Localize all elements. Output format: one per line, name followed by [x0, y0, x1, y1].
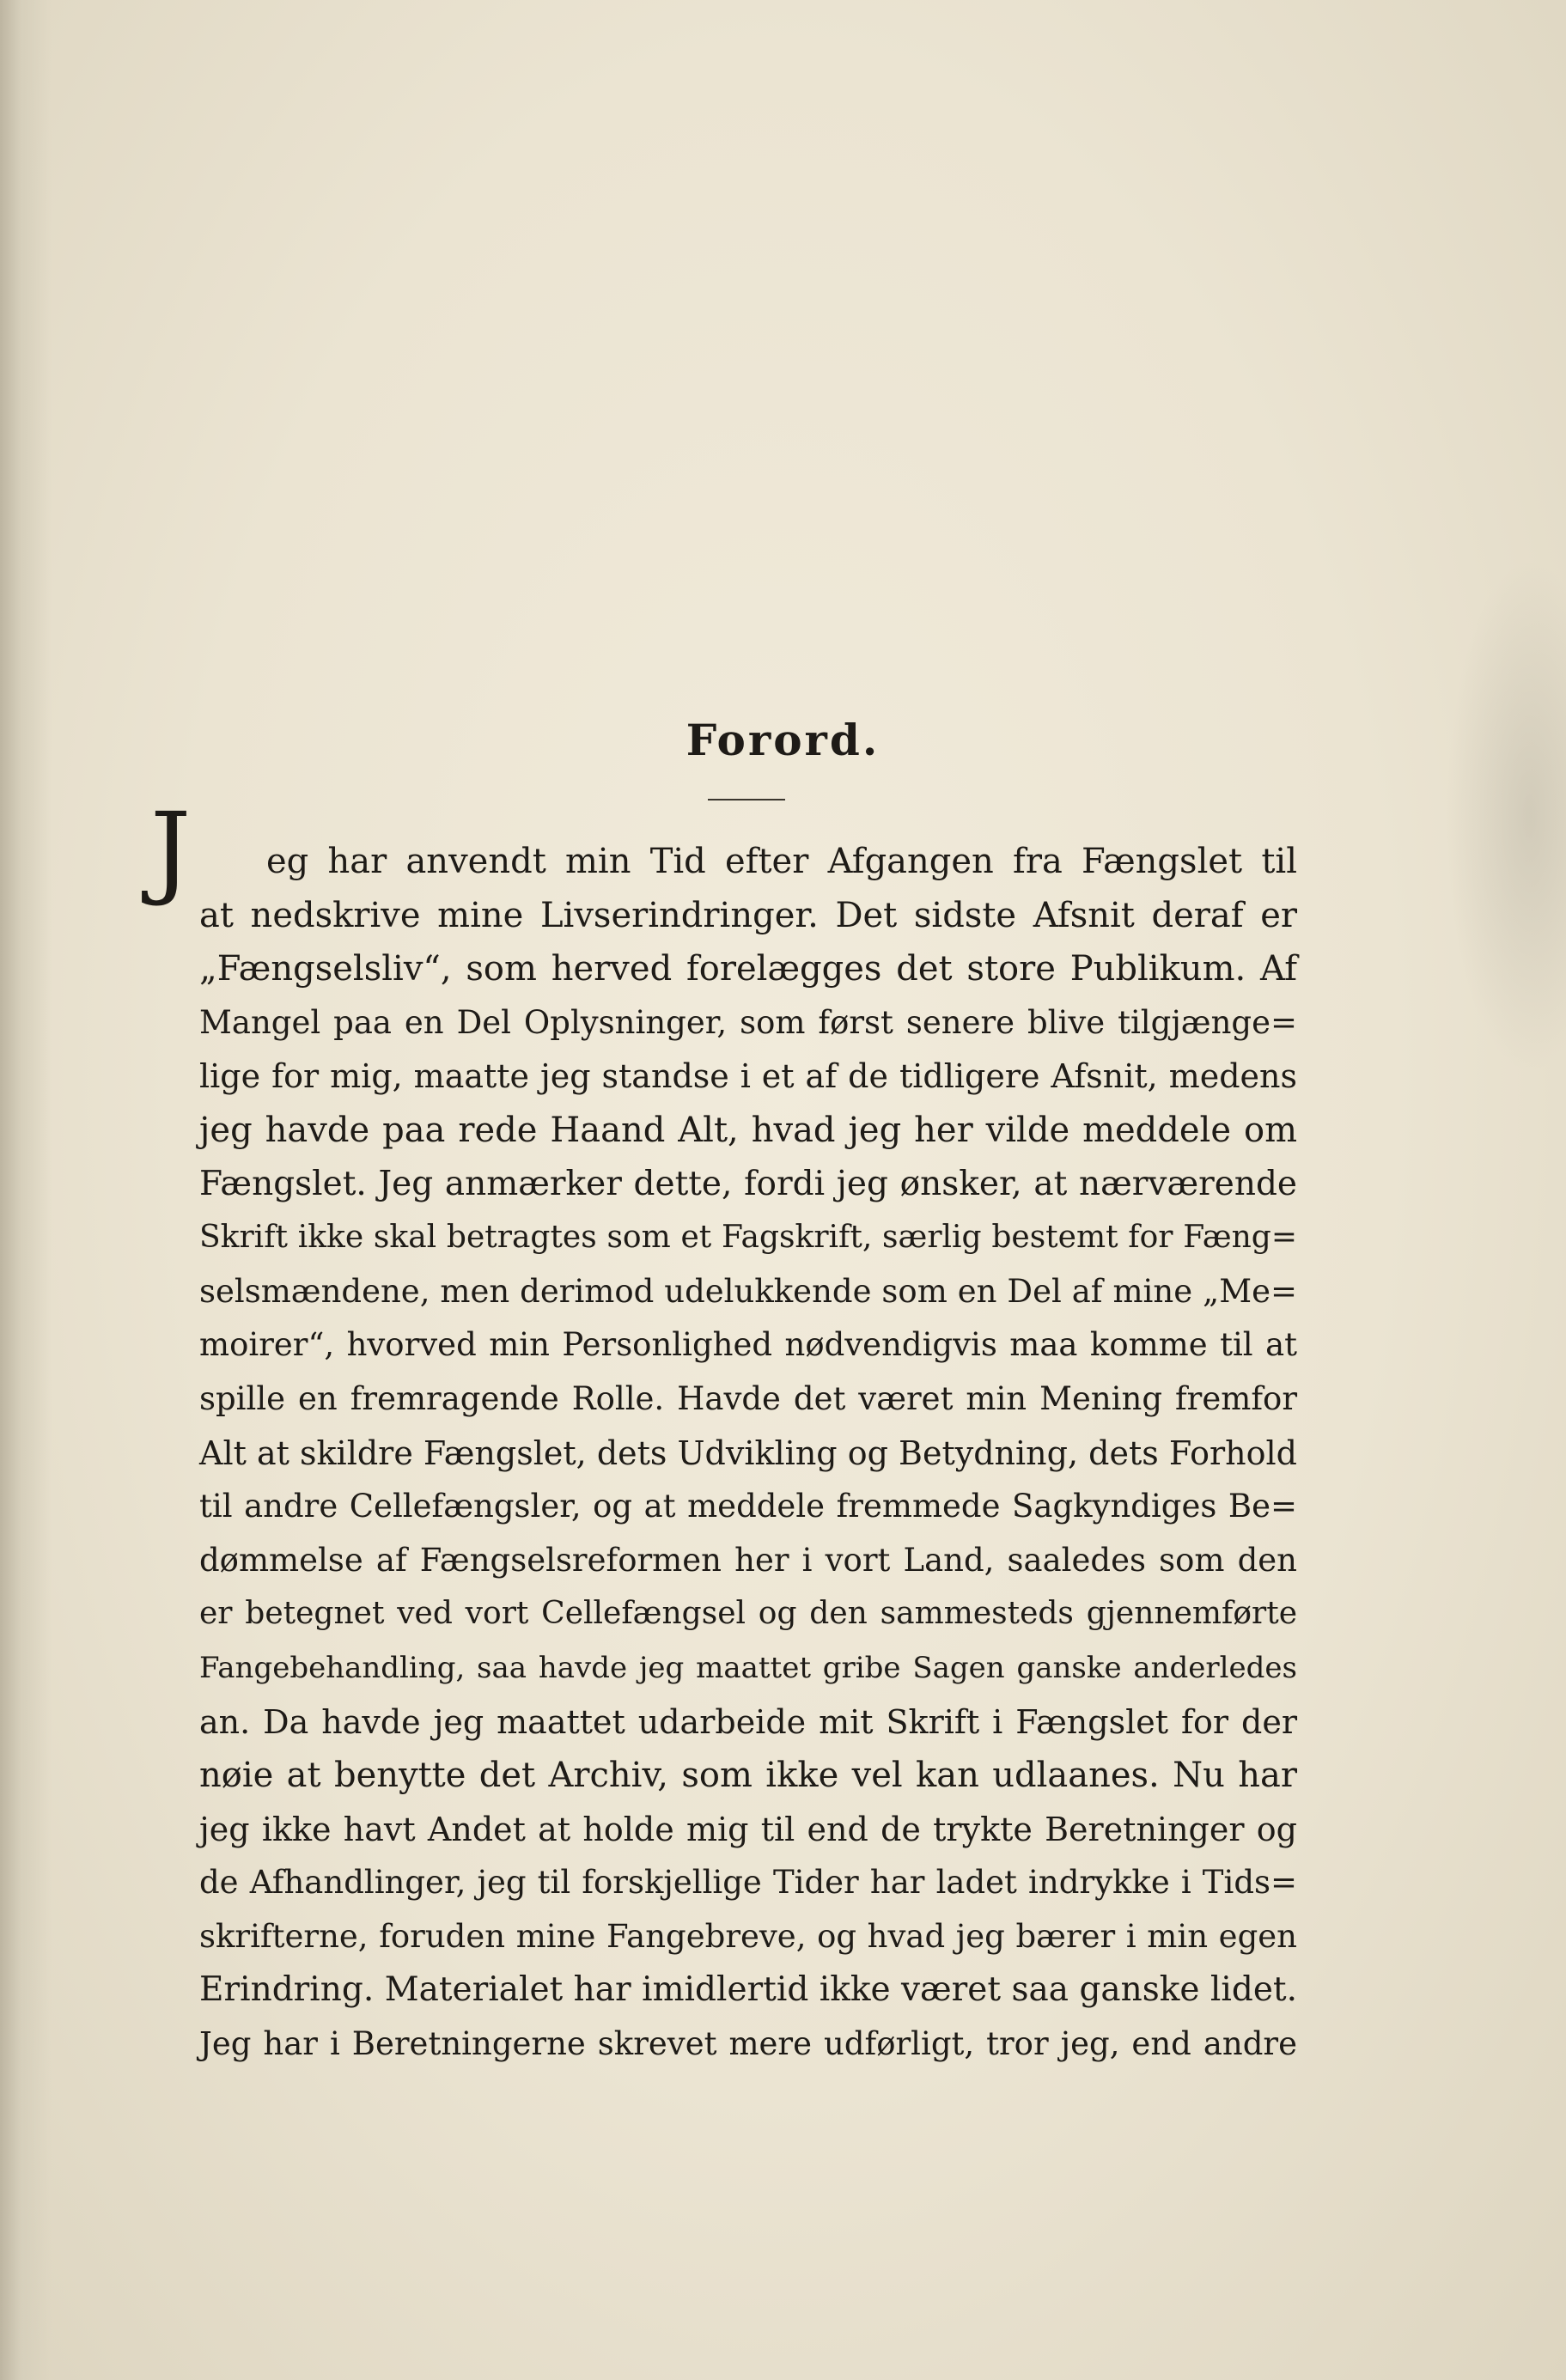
text-line: selsmændene, men derimod udelukkende som en Del af mine „Me= — [199, 1272, 1297, 1310]
text-line: Alt at skildre Fængslet, dets Udvikling og Betydning, dets Forhold — [199, 1433, 1297, 1472]
text-line: Erindring. Materialet har imidlertid ikke været saa ganske lidet. — [199, 1970, 1297, 2010]
text-line: til andre Cellefængsler, og at meddele fremmede Sagkyndiges Be= — [199, 1488, 1297, 1525]
text-line: Fangebehandling, saa havde jeg maattet gribe Sagen ganske anderledes — [199, 1650, 1297, 1685]
text-line: at nedskrive mine Livserindringer. Det sidste Afsnit deraf er — [199, 895, 1297, 935]
binding-shadow — [0, 0, 52, 2380]
text-line: eg har anvendt min Tid efter Afgangen fra Fængslet til — [266, 842, 1297, 881]
text-line: Mangel paa en Del Oplysninger, som først senere blive tilgjænge= — [199, 1003, 1297, 1041]
drop-cap: J — [150, 790, 192, 909]
text-line: jeg havde paa rede Haand Alt, hvad jeg her vilde meddele om — [199, 1110, 1297, 1150]
text-line: dømmelse af Fængselsreformen her i vort Land, saaledes som den — [199, 1541, 1297, 1579]
text-line: jeg ikke havt Andet at holde mig til end de trykte Beretninger og — [199, 1810, 1297, 1848]
text-line: skrifterne, foruden mine Fangebreve, og hvad jeg bærer i min egen — [199, 1917, 1297, 1955]
text-line: Fængslet. Jeg anmærker dette, fordi jeg ønsker, at nærværende — [199, 1164, 1297, 1203]
page-heading: Forord. — [686, 715, 880, 765]
text-line: spille en fremragende Rolle. Havde det været min Mening fremfor — [199, 1379, 1297, 1417]
text-line: nøie at benytte det Archiv, som ikke vel kan udlaanes. Nu har — [199, 1756, 1297, 1796]
text-line: lige for mig, maatte jeg standse i et af de tidligere Afsnit, medens — [199, 1057, 1297, 1096]
text-line: Jeg har i Beretningerne skrevet mere udførligt, tror jeg, end andre — [199, 2025, 1297, 2063]
text-line: de Afhandlinger, jeg til forskjellige Tider har ladet indrykke i Tids= — [199, 1864, 1297, 1902]
text-line: „Fængselsliv“, som herved forelægges det store Publikum. Af — [199, 949, 1297, 989]
text-line: Skrift ikke skal betragtes som et Fagskrift, særlig bestemt for Fæng= — [199, 1220, 1297, 1256]
paper-show-through — [1446, 558, 1566, 1074]
text-line: er betegnet ved vort Cellefængsel og den sammesteds gjennemførte — [199, 1596, 1297, 1632]
text-line: moirer“, hvorved min Personlighed nødvendigvis maa komme til at — [199, 1326, 1297, 1364]
text-line: an. Da havde jeg maattet udarbeide mit Skrift i Fængslet for der — [199, 1702, 1297, 1741]
body-text — [199, 835, 1297, 2072]
heading-rule — [708, 799, 785, 800]
